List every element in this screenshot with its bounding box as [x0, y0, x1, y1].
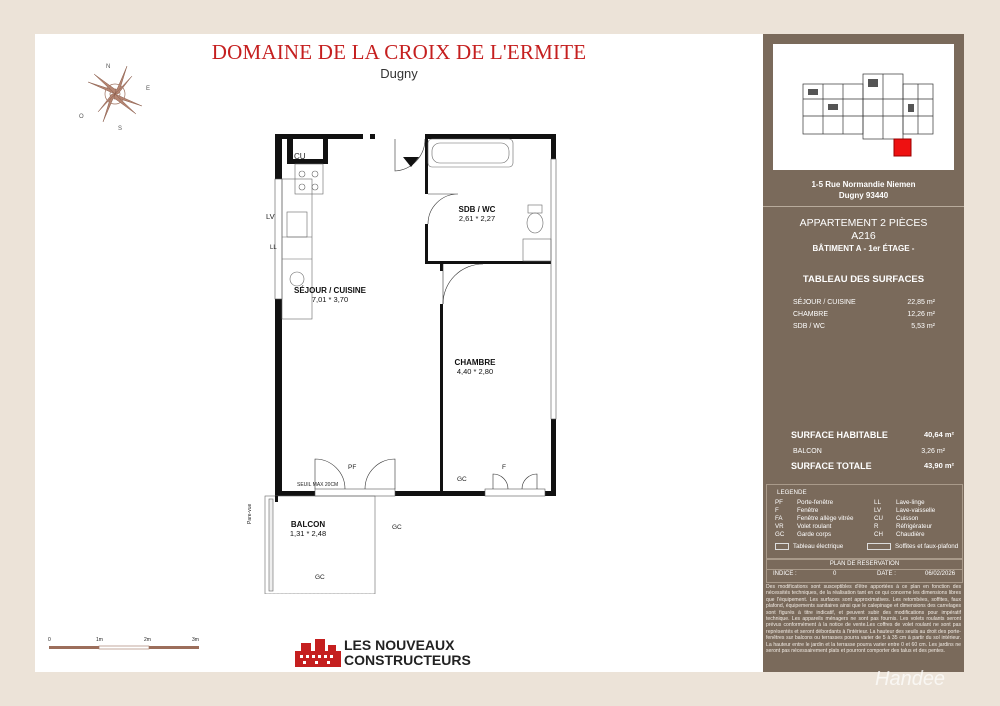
apt-type: APPARTEMENT 2 PIÈCES [799, 217, 928, 229]
legend-tableau: Tableau électrique [775, 543, 843, 550]
legend-item: PF Porte-fenêtre [775, 499, 834, 506]
room-chambre-name: CHAMBRE [454, 358, 496, 367]
label-seuil: SEUIL MAX 20CM [297, 482, 339, 488]
legend-soffites: Soffites et faux-plafond [867, 543, 958, 550]
legend-item: GC Garde corps [775, 531, 832, 538]
info-panel [763, 34, 964, 672]
compass-e: E [146, 86, 151, 92]
room-balcon-dims: 1,31 * 2,48 [289, 529, 327, 538]
label-gc-window: GC [457, 476, 467, 483]
address [763, 179, 964, 201]
label-lv: LV [266, 212, 275, 221]
label-pf: PF [348, 464, 357, 471]
balcon-label: BALCON [793, 448, 822, 455]
surface-value: 22,85 m² [907, 299, 935, 306]
room-chambre [430, 358, 520, 376]
surface-totale [791, 461, 954, 471]
scale-1m: 1m [96, 637, 103, 643]
habitable-label: SURFACE HABITABLE [791, 430, 888, 440]
compass-rose-icon [70, 54, 160, 134]
surface-row [793, 299, 935, 306]
label-gc-balcony-right: GC [392, 524, 402, 531]
apartment-info [763, 217, 964, 243]
balcon-value: 3,26 m² [921, 448, 945, 455]
legend-item: F Fenêtre [775, 507, 819, 514]
room-sdb-name: SDB / WC [458, 205, 496, 214]
brand-line1: LES NOUVEAUX [344, 637, 455, 653]
apt-ref: A216 [851, 230, 876, 242]
surface-row [793, 311, 935, 318]
legend-item: R Réfrigérateur [874, 523, 933, 530]
address-line2: Dugny 93440 [838, 191, 889, 200]
habitable-value: 40,64 m² [923, 430, 954, 439]
surface-value: 12,26 m² [907, 311, 935, 318]
watermark: Handee [875, 668, 946, 690]
label-pare-vue: Pare-vue [247, 503, 253, 524]
date-value: 06/02/2026 [925, 571, 956, 577]
totale-value: 43,90 m² [923, 461, 954, 470]
brand-logo-text [344, 638, 471, 668]
soffites-icon [867, 543, 891, 550]
room-sejour-name: SÉJOUR / CUISINE [293, 286, 366, 295]
indice-label: INDICE : [773, 571, 797, 577]
scale-3m: 3m [192, 637, 199, 643]
reservation-title: PLAN DE RESERVATION [829, 561, 900, 567]
legend-item: LL Lave-linge [874, 499, 925, 506]
brand-logo-icon [295, 637, 341, 667]
address-line1: 1-5 Rue Normandie Niemen [811, 180, 916, 189]
surface-name: CHAMBRE [793, 311, 829, 318]
label-f: F [502, 464, 506, 471]
reservation-box [766, 559, 963, 583]
surface-name: SÉJOUR / CUISINE [793, 299, 856, 306]
legend-item: LV Lave-vaisselle [874, 507, 936, 514]
room-sejour-dims: 7,01 * 3,70 [311, 295, 349, 304]
scale-2m: 2m [144, 637, 151, 643]
surface-row [793, 323, 935, 330]
room-chambre-dims: 4,40 * 2,80 [456, 367, 494, 376]
surface-value: 5,53 m² [911, 323, 935, 330]
scale-0: 0 [48, 637, 51, 643]
surface-habitable [791, 430, 954, 440]
surfaces-title: TABLEAU DES SURFACES [802, 274, 925, 285]
legend-item: CU Cuisson [874, 515, 919, 522]
project-title: DOMAINE DE LA CROIX DE L'ERMITE [211, 40, 587, 64]
legend-item: FA Fenêtre allège vitrée [775, 515, 854, 522]
totale-label: SURFACE TOTALE [791, 461, 872, 471]
legend-item: CH Chaudière [874, 531, 925, 538]
label-gc-balcony-bottom: GC [315, 574, 325, 581]
surface-name: SDB / WC [793, 323, 825, 330]
legend-box [766, 484, 963, 559]
indice-value: 0 [833, 571, 837, 577]
compass-o: O [79, 114, 84, 120]
label-cu: CU [294, 152, 306, 161]
tableau-electrique-icon [775, 543, 789, 550]
brand-line2: CONSTRUCTEURS [344, 652, 471, 668]
building-floor: BÂTIMENT A - 1er ÉTAGE - [812, 244, 915, 253]
room-sdb-dims: 2,61 * 2,27 [458, 214, 496, 223]
compass-s: S [118, 126, 123, 132]
label-ll: LL [270, 245, 277, 251]
room-balcon [268, 520, 348, 538]
entrance-arrow-icon [403, 157, 419, 167]
date-label: DATE : [877, 571, 896, 577]
compass-n: N [106, 64, 111, 70]
room-sejour [275, 286, 385, 304]
disclaimer-text: Des modifications sont susceptibles d'être apportées à ce plan en fonction des nécessités techniques, de la réalisation tant en ce qui concerne les dimensions libres que l'équipement. Les surfaces sont approximatives. Les retombées, soffites, faux plafond, équipements sanitaires ainsi que le calepinage et dimensions des carrelages sont figurés à titre indicatif, et peuvent subir des modifications pour impératif technique. Les appareils ménagers ne sont pas fournis. Les volets roulants seront prévus conformément à la notice de vente.Les coffres de volet roulant ne sont pas représentés et seront débordants à l'intérieur. La hauteur des seuils au droit des porte-fenêtres sur balcons ou terrasses pourra varier de 5 à 35 cm à partir du sol intérieur. La hauteur entre le jardin et la terrasse pourra varier entre 0 et 60 cm. Les jardins ne seront pas nécessairement plats et pourront comporter des talus et des pentes. [766, 584, 961, 655]
room-sdb [432, 205, 522, 223]
balcon-row [793, 448, 945, 455]
room-balcon-name: BALCON [290, 520, 326, 529]
project-city: Dugny [380, 66, 418, 81]
key-plan-thumbnail [773, 44, 954, 170]
plan-sheet [35, 34, 763, 672]
divider [763, 206, 964, 207]
legend-item: VR Volet roulant [775, 523, 832, 530]
legend-title: LEGENDE [777, 489, 807, 496]
